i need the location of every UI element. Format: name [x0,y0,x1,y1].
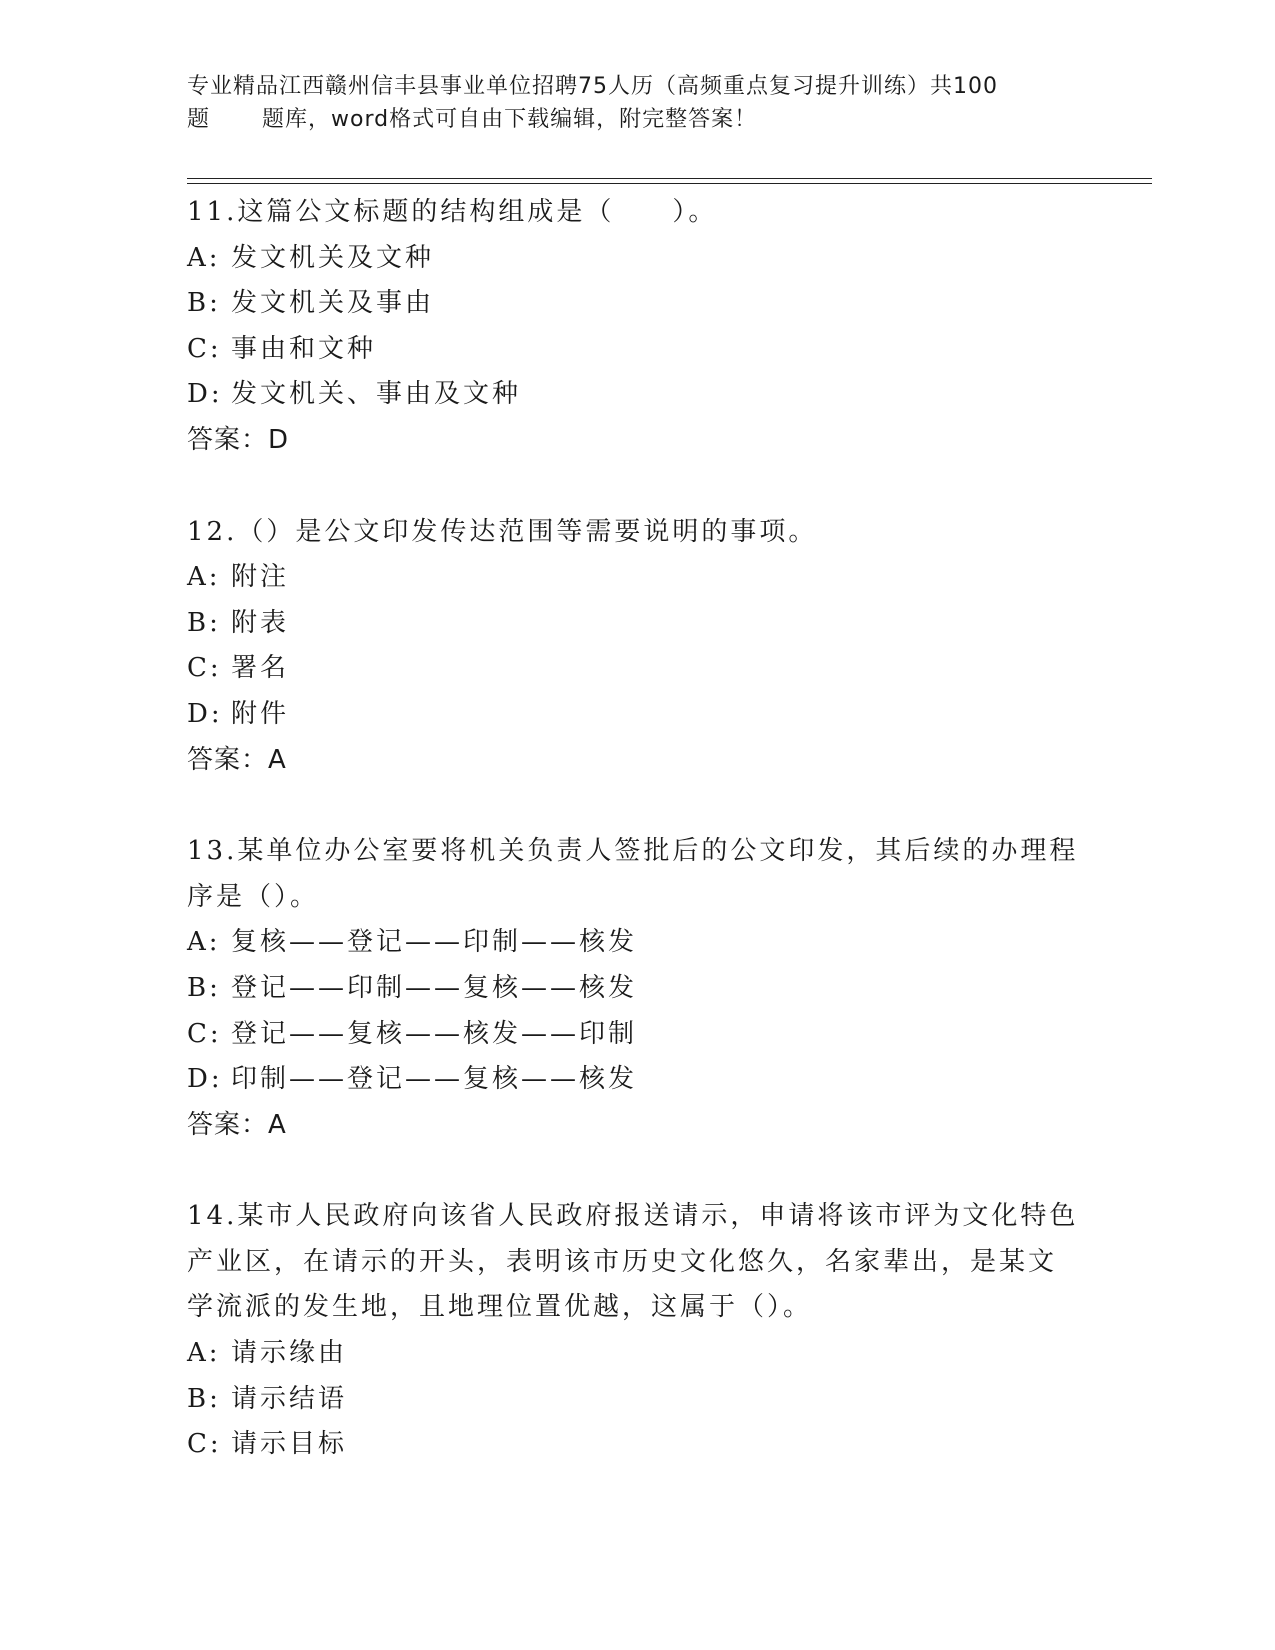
question-text: 产业区，在请示的开头，表明该市历史文化悠久，名家辈出，是某文 [187,1246,1058,1277]
question-text: 11.这篇公文标题的结构组成是（ ）。 [187,197,718,227]
option-key: B: [187,972,221,1003]
option-item [187,555,1087,601]
option-item [187,281,1087,327]
option-key: A: [187,242,221,273]
option-key: D: [187,379,223,410]
header-title-line2 [187,103,1087,136]
option-key: C: [187,653,222,684]
option-key: C: [187,1018,222,1049]
option-item [187,692,1087,738]
option-key: C: [187,1429,222,1460]
option-text: 请示目标 [231,1429,348,1460]
option-key: A: [187,927,221,958]
page-header [187,70,1087,136]
option-text: 署名 [231,653,290,684]
option-item [187,236,1087,282]
option-item [187,646,1087,692]
option-text: 发文机关、事由及文种 [231,379,522,410]
option-key: B: [187,607,221,638]
option-key: C: [187,333,222,364]
option-key: B: [187,288,221,319]
option-text: 发文机关及文种 [231,242,435,273]
question-block [187,190,1087,464]
option-text: 附件 [231,698,290,729]
answer-line: 答案：A [187,744,287,775]
question-text: 14.某市人民政府向该省人民政府报送请示，申请将该市评为文化特色 [187,1201,1079,1232]
answer-line: 答案：A [187,1109,287,1140]
option-text: 事由和文种 [231,333,377,364]
header-title-line1: 专业精品江西赣州信丰县事业单位招聘75人历（高频重点复习提升训练）共100 [187,74,998,99]
option-text: 复核——登记——印制——核发 [231,927,638,958]
option-item [187,1057,1087,1103]
option-item [187,920,1087,966]
question-text: 13.某单位办公室要将机关负责人签批后的公文印发，其后续的办理程 [187,836,1079,867]
option-text: 附表 [231,607,290,638]
answer-line: 答案：D [187,424,290,455]
option-item [187,1331,1087,1377]
option-key: B: [187,1383,221,1414]
option-text: 附注 [231,562,290,593]
option-item [187,966,1087,1012]
option-item [187,1422,1087,1468]
question-list [187,190,1087,1514]
option-key: A: [187,562,221,593]
header-line2-rest: 题库，word格式可自由下载编辑，附完整答案！ [262,107,758,132]
option-text: 登记——复核——核发——印制 [231,1018,638,1049]
option-text: 印制——登记——复核——核发 [231,1064,638,1095]
option-item [187,372,1087,418]
question-block [187,1194,1087,1468]
option-item [187,601,1087,647]
option-text: 请示缘由 [231,1338,348,1369]
option-text: 请示结语 [231,1383,348,1414]
question-text: 12.（）是公文印发传达范围等需要说明的事项。 [187,516,818,547]
option-key: D: [187,698,223,729]
option-item [187,327,1087,373]
option-text: 登记——印制——复核——核发 [231,972,638,1003]
option-item [187,1012,1087,1058]
option-key: D: [187,1064,223,1095]
question-text: 学流派的发生地，且地理位置优越，这属于（）。 [187,1292,813,1323]
header-divider-bottom [187,183,1152,184]
question-block [187,829,1087,1148]
question-block [187,510,1087,784]
header-divider-top [187,178,1152,179]
question-text: 序是（）。 [187,881,320,912]
option-text: 发文机关及事由 [231,288,435,319]
header-line2-lead: 题 [187,107,211,132]
option-item [187,1377,1087,1423]
option-key: A: [187,1338,221,1369]
